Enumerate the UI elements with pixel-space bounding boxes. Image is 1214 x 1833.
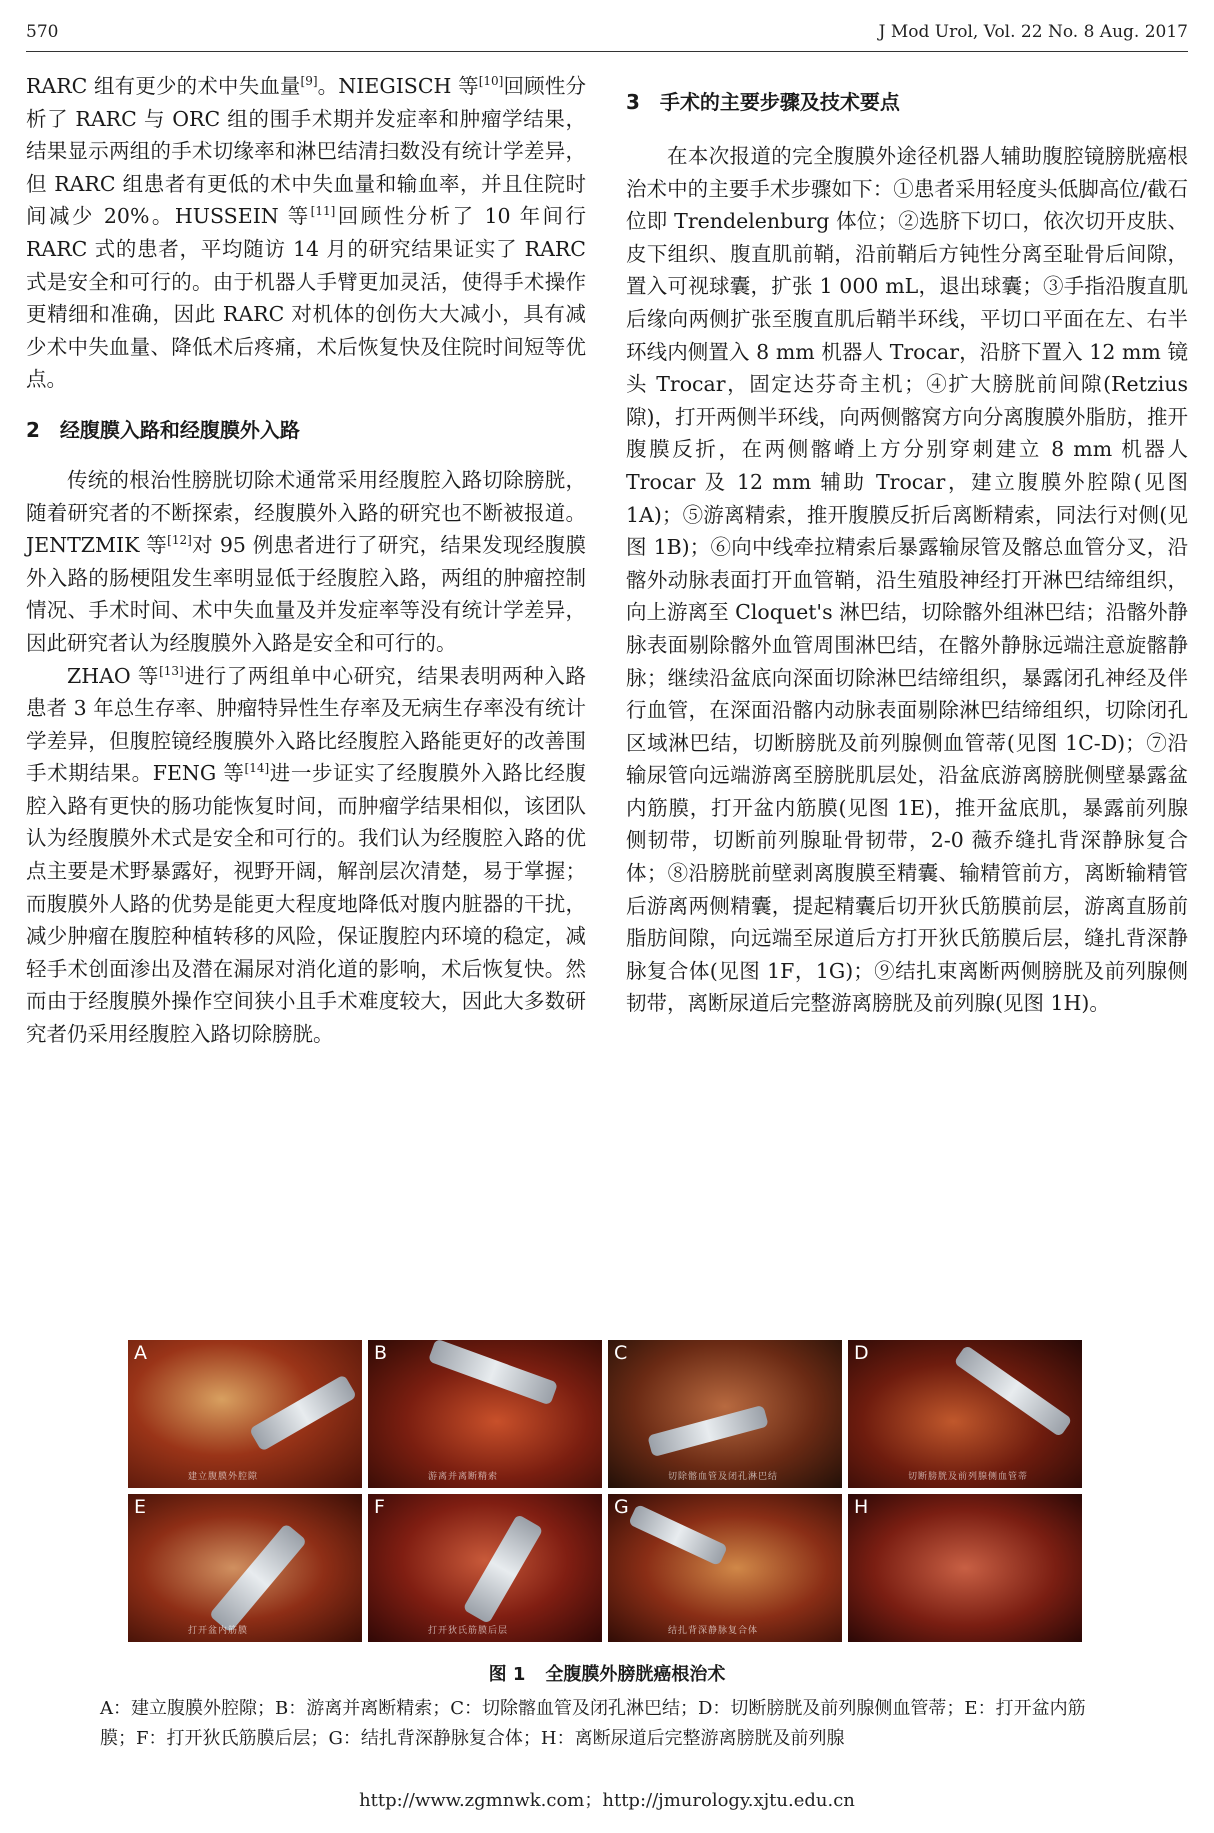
figure-panel-d [848, 1340, 1082, 1488]
figure-panel-e [128, 1494, 362, 1642]
figure-panel-g [608, 1494, 842, 1642]
running-header [26, 18, 1188, 48]
paragraph-rarc [26, 70, 586, 396]
text-run: 进行了两组单中心研究，结果表明两种入路患者 3 年总生存率、肿瘤特异性生存率及无病生存率没有统计学差异，但腹腔镜经腹膜外入路比经腹腔入路能更好的改善围手术期结果。FENG 等 [26, 663, 586, 786]
figure-legend: A：建立腹膜外腔隙；B：游离并离断精索；C：切除髂血管及闭孔淋巴结；D：切断膀胱及前列腺侧血管蒂；E：打开盆内筋膜；F：打开狄氏筋膜后层；G：结扎背深静脉复合体；H：离断尿道后完整游离膀胱及前列腺 [100, 1698, 1086, 1749]
text-run: 。NIEGISCH 等 [317, 74, 479, 98]
surgical-tool [463, 1514, 544, 1624]
text-run: 回顾性分析了 10 年间行 RARC 式的患者，平均随访 14 月的研究结果证实了 RARC 式是安全和可行的。由于机器人手臂更加灵活，使得手术操作更精细和准确，因此 RARC 对机体的创伤大大减小，具有减少术中失血量、降低术后疼痛，术后恢复快及住院时间短等优点。 [26, 204, 586, 392]
panel-overlay-text: 切除髂血管及闭孔淋巴结 [668, 1472, 779, 1482]
citation-14: [14] [244, 761, 270, 776]
left-column [26, 70, 586, 1051]
panel-letter: B [374, 1342, 388, 1364]
panel-overlay-text: 打开狄氏筋膜后层 [428, 1626, 509, 1636]
text-run: 传统的根治性膀胱切除术通常采用经腹腔入路切除膀胱，随着研究者的不断探索，经腹膜外入路的研究也不断被报道。JENTZMIK 等 [26, 467, 586, 558]
paragraph-zhao [26, 660, 586, 1051]
page-number: 570 [26, 22, 59, 42]
citation-13: [13] [159, 663, 184, 678]
figure-panel-c [608, 1340, 842, 1488]
paragraph-approaches [26, 464, 586, 660]
journal-citation: J Mod Urol, Vol. 22 No. 8 Aug. 2017 [878, 22, 1188, 42]
citation-10: [10] [478, 74, 504, 89]
footer-urls: http://www.zgmnwk.com；http://jmurology.xjtu.edu.cn [359, 1790, 855, 1811]
panel-letter: D [854, 1342, 869, 1364]
surgical-tool [249, 1374, 357, 1452]
text-run: 回顾性分析了 RARC 与 ORC 组的围手术期并发症率和肿瘤学结果，结果显示两组的手术切缘率和淋巴结清扫数没有统计学差异，但 RARC 组患者有更低的术中失血量和输血率，并且住院时间减少 20%。HUSSEIN 等 [26, 74, 586, 229]
figure-panel-b [368, 1340, 602, 1488]
figure-caption-title [0, 1660, 1214, 1686]
section-3-heading: 3 手术的主要步骤及技术要点 [626, 90, 900, 114]
panel-overlay-text: 结扎背深静脉复合体 [668, 1626, 759, 1636]
surgical-tool [953, 1345, 1072, 1438]
panel-letter: E [134, 1496, 147, 1518]
paragraph-steps: 在本次报道的完全腹膜外途径机器人辅助腹腔镜膀胱癌根治术中的主要手术步骤如下：①患者采用轻度头低脚高位/截石位即 Trendelenburg 体位；②选脐下切口，依次切开皮肤、皮下组织、腹直肌前鞘，沿前鞘后方钝性分离至耻骨后间隙，置入可视球囊，扩张 1 000 mL，退出球囊；③手指沿腹直肌后缘向两侧扩张至腹直肌后鞘半环线，平切口平面在左、右半环线内侧置入 8 mm 机器人 Trocar，沿脐下置入 12 mm 镜头 Trocar，固定达芬奇主机；④扩大膀胱前间隙(Retzius 隙)，打开两侧半环线，向两侧髂窝方向分离腹膜外脂肪，推开腹膜反折，在两侧髂嵴上方分别穿刺建立 8 mm 机器人 Trocar 及 12 mm 辅助 Trocar，建立腹膜外腔隙(见图 1A)；⑤游离精索，推开腹膜反折后离断精索，同法行对侧(见图 1B)；⑥向中线牵拉精索后暴露输尿管及髂总血管分叉，沿髂外动脉表面打开血管鞘，沿生殖股神经打开淋巴结缔组织，向上游离至 Cloquet's 淋巴结，切除髂外组淋巴结；沿髂外静脉表面剔除髂外血管周围淋巴结，在髂外静脉远端注意旋髂静脉；继续沿盆底向深面切除淋巴结缔组织，暴露闭孔神经及伴行血管，在深面沿髂内动脉表面剔除淋巴结缔组织，切除闭孔区域淋巴结，切断膀胱及前列腺侧血管蒂(见图 1C-D)；⑦沿输尿管向远端游离至膀胱肌层处，沿盆底游离膀胱侧壁暴露盆内筋膜，打开盆内筋膜(见图 1E)，推开盆底肌，暴露前列腺侧韧带，切断前列腺耻骨韧带，2-0 薇乔缝扎背深静脉复合体；⑧沿膀胱前壁剥离腹膜至精囊、输精管前方，离断输精管后游离两侧精囊，提起精囊后切开狄氏筋膜前层，游离直肠前脂肪间隙，向远端至尿道后方打开狄氏筋膜后层，缝扎背深静脉复合体(见图 1F，1G)；⑨结扎束离断两侧膀胱及前列腺侧韧带，离断尿道后完整游离膀胱及前列腺(见图 1H)。 [626, 144, 1188, 1016]
citation-9: [9] [300, 74, 318, 89]
text-run: ZHAO 等 [67, 663, 160, 688]
panel-letter: H [854, 1496, 869, 1518]
citation-12: [12] [167, 533, 192, 548]
figure-panel-h [848, 1494, 1082, 1642]
text-run: RARC 组有更少的术中失血量 [26, 74, 301, 98]
panel-overlay-text: 切断膀胱及前列腺侧血管蒂 [908, 1472, 1029, 1482]
section-2-heading: 2 经腹膜入路和经腹膜外入路 [26, 417, 300, 442]
panel-letter: C [614, 1342, 628, 1364]
surgical-tool [428, 1340, 558, 1406]
panel-letter: A [134, 1342, 147, 1364]
figure-panel-a [128, 1340, 362, 1488]
panel-overlay-text: 建立腹膜外腔隙 [188, 1472, 259, 1482]
figure-title-text: 全腹膜外膀胱癌根治术 [545, 1664, 726, 1685]
surgical-tool [209, 1523, 308, 1633]
surgical-tool [628, 1504, 728, 1566]
figure-1 [128, 1340, 1082, 1646]
header-rule [26, 51, 1188, 52]
panel-overlay-text: 游离并离断精索 [428, 1472, 499, 1482]
surgical-tool [647, 1405, 769, 1457]
text-run: 对 95 例患者进行了研究，结果发现经腹膜外入路的肠梗阻发生率明显低于经腹腔入路，两组的肿瘤控制情况、手术时间、术中失血量及并发症率等没有统计学差异，因此研究者认为经腹膜外入路是安全和可行的。 [26, 533, 586, 655]
right-column [626, 70, 1188, 1020]
citation-11: [11] [310, 204, 336, 219]
panel-overlay-text: 打开盆内筋膜 [188, 1626, 249, 1636]
text-run: 进一步证实了经腹膜外入路比经腹腔入路有更快的肠功能恢复时间，而肿瘤学结果相似，该团队认为经腹膜外术式是安全和可行的。我们认为经腹腔入路的优点主要是术野暴露好，视野开阔，解剖层次清楚，易于掌握；而腹膜外人路的优势是能更大程度地降低对腹内脏器的干扰，减少肿瘤在腹腔种植转移的风险，保证腹腔内环境的稳定，减轻手术创面渗出及潜在漏尿对消化道的影响，术后恢复快。然而由于经腹膜外操作空间狭小且手术难度较大，因此大多数研究者仍采用经腹腔入路切除膀胱。 [26, 761, 586, 1047]
figure-panel-f [368, 1494, 602, 1642]
panel-letter: G [614, 1496, 629, 1518]
figure-number: 图 1 [488, 1664, 526, 1685]
panel-letter: F [374, 1496, 385, 1518]
